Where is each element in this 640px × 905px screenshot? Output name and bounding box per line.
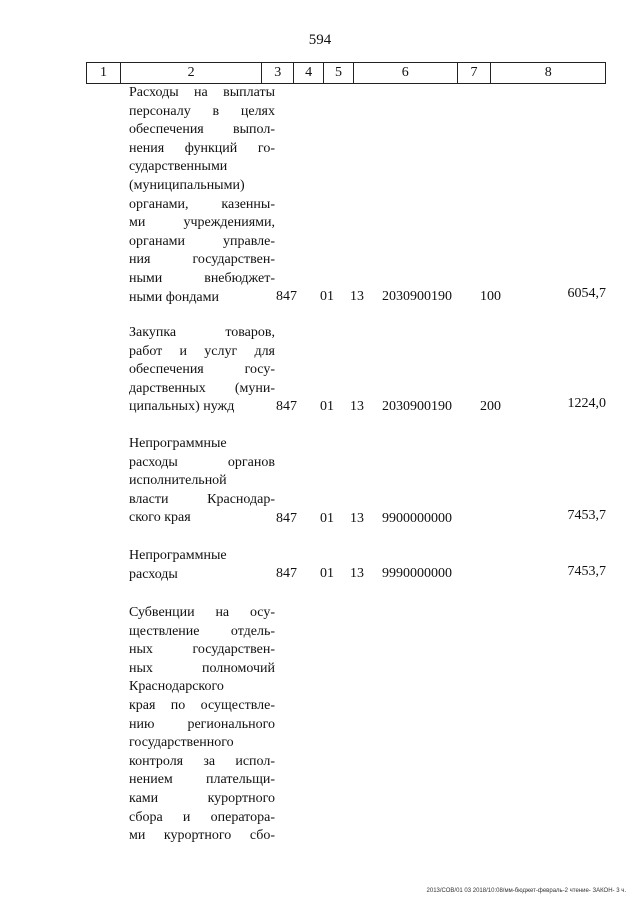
row-2-line: работ и услуг для [129,343,275,359]
row-5-line: края по осуществле- [129,697,275,713]
row-5-line: Субвенции на осу- [129,605,275,620]
page-number: 594 [308,32,332,48]
header-col-2: 2 [121,63,262,83]
row-3-pr: 13 [350,511,364,526]
row-2-line: дарственных (муни- [129,380,275,396]
row-2-line: ципальных) нужд [129,399,235,415]
row-1-line: ными фондами [129,289,220,305]
row-1-sum: 6054,7 [567,286,606,301]
row-2-kvsr: 847 [276,399,297,414]
row-3-rz: 01 [320,511,334,526]
row-5-line: сбора и оператора- [129,809,275,825]
row-2-csr: 2030900190 [382,399,452,414]
row-1-line: ми учреждениями, [129,215,275,231]
row-4-csr: 9990000000 [382,566,452,581]
row-2-rz: 01 [320,399,334,414]
row-5-line: ществление отдель- [129,623,275,639]
row-5-line: ных полномочий [129,660,275,676]
row-1-description [129,84,275,307]
row-2-sum: 1224,0 [567,396,606,411]
row-5-line: нением плательщи- [129,772,275,788]
row-1-line: персоналу в целях [129,103,275,119]
header-col-3: 3 [262,63,294,83]
row-2-pr: 13 [350,399,364,414]
row-2-vr: 200 [480,399,501,414]
row-5-description [129,604,275,846]
table-header [86,62,606,84]
row-4-kvsr: 847 [276,566,297,581]
row-4-description [129,547,275,584]
row-3-kvsr: 847 [276,511,297,526]
row-4-rz: 01 [320,566,334,581]
row-1-line: нения функций го- [129,140,275,156]
row-1-line: Расходы на выплаты [129,85,275,100]
row-3-line: ского края [129,510,191,526]
row-1-line: ными внебюджет- [129,270,275,286]
row-1-line: органами управле- [129,233,275,249]
header-col-4: 4 [294,63,324,83]
row-5-line: ми курортного сбо- [129,828,275,844]
header-col-8: 8 [544,65,552,80]
row-3-line: расходы органов [129,454,275,470]
row-5-line: ных государствен- [129,642,275,658]
header-col-6: 6 [354,63,458,83]
row-1-pr: 13 [350,289,364,304]
row-3-line: власти Краснодар- [129,491,275,507]
row-4-line: Непрограммные [129,548,227,563]
row-1-kvsr: 847 [276,289,297,304]
row-1-line: органами, казенны- [129,196,275,212]
row-3-csr: 9900000000 [382,511,452,526]
row-2-description [129,324,275,417]
row-1-rz: 01 [320,289,334,304]
row-1-line: (муниципальными) [129,177,245,193]
row-3-description [129,435,275,528]
footer-doc-code: 2013/СОВ/01 03 2018/10:08/мм-бюджет-февраль-2 чтение- ЗАКОН- 3 ч. [426,888,626,894]
row-3-line: исполнительной [129,473,227,489]
row-5-line: государственного [129,735,234,751]
header-col-7: 7 [458,63,492,83]
row-1-vr: 100 [480,289,501,304]
row-2-line: Закупка товаров, [129,325,275,340]
row-1-csr: 2030900190 [382,289,452,304]
header-col-1: 1 [87,63,121,83]
row-4-pr: 13 [350,566,364,581]
header-col-5: 5 [324,63,354,83]
row-5-line: контроля за испол- [129,753,275,769]
row-1-line: сударственными [129,159,228,175]
row-1-line: ния государствен- [129,252,275,268]
row-4-line: расходы [129,566,178,582]
row-5-line: Краснодарского [129,679,224,695]
row-3-sum: 7453,7 [567,508,606,523]
row-5-line: нию регионального [129,716,275,732]
row-4-sum: 7453,7 [567,564,606,579]
row-3-line: Непрограммные [129,436,227,451]
row-5-line: ками курортного [129,790,275,806]
row-1-line: обеспечения выпол- [129,122,275,138]
row-2-line: обеспечения госу- [129,362,275,378]
